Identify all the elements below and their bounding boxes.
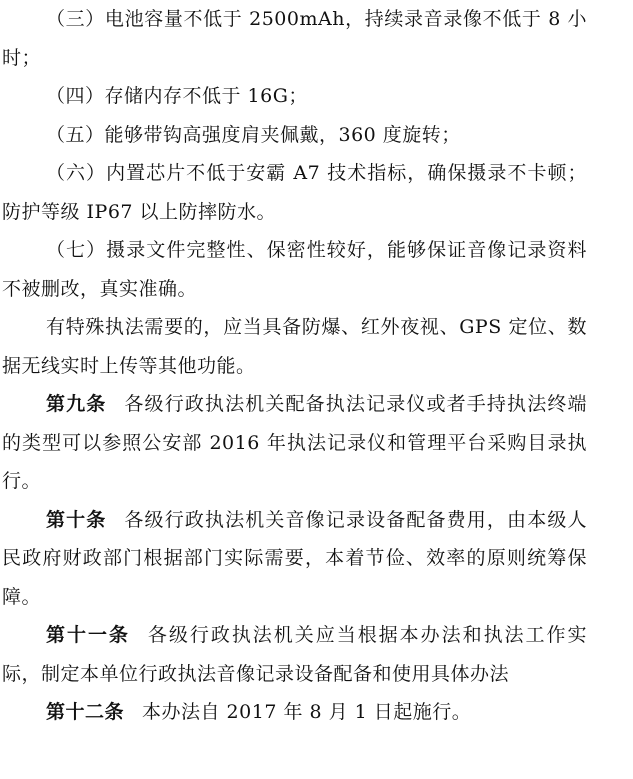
paragraph-item-3 [2, 0, 587, 77]
article-heading: 第十二条 [46, 701, 125, 723]
article-12 [2, 693, 587, 732]
article-body: 各级行政执法机关应当根据本办法和执法工作实际，制定本单位行政执法音像记录设备配备和使用具体办法 [2, 624, 587, 685]
article-11 [2, 616, 587, 693]
article-body: 各级行政执法机关音像记录设备配备费用，由本级人民政府财政部门根据部门实际需要，本着节俭、效率的原则统筹保障。 [2, 508, 587, 608]
article-heading: 第十条 [46, 508, 107, 531]
paragraph-text: （五）能够带钩高强度肩夹佩戴，360 度旋转； [46, 123, 461, 146]
article-heading: 第九条 [46, 393, 107, 415]
article-10 [2, 501, 587, 617]
paragraph-item-4 [2, 77, 587, 116]
article-9 [2, 385, 587, 501]
paragraph-text: （三）电池容量不低于 2500mAh，持续录音录像不低于 8 小时； [2, 8, 587, 69]
paragraph-item-7 [2, 231, 587, 308]
article-heading: 第十一条 [46, 624, 130, 646]
article-body: 本办法自 2017 年 8 月 1 日起施行。 [142, 701, 472, 723]
paragraph-special-note [2, 308, 587, 385]
paragraph-text: （六）内置芯片不低于安霸 A7 技术指标，确保摄录不卡顿；防护等级 IP67 以上防摔防水。 [2, 162, 587, 223]
paragraph-text: （四）存储内存不低于 16G； [46, 85, 308, 107]
paragraph-text: 有特殊执法需要的，应当具备防爆、红外夜视、GPS 定位、数据无线实时上传等其他功能。 [2, 316, 587, 377]
paragraph-item-6 [2, 154, 587, 231]
paragraph-text: （七）摄录文件完整性、保密性较好，能够保证音像记录资料不被删改，真实准确。 [2, 239, 587, 300]
paragraph-item-5 [2, 116, 587, 155]
article-body: 各级行政执法机关配备执法记录仪或者手持执法终端的类型可以参照公安部 2016 年执法记录仪和管理平台采购目录执行。 [2, 393, 587, 492]
